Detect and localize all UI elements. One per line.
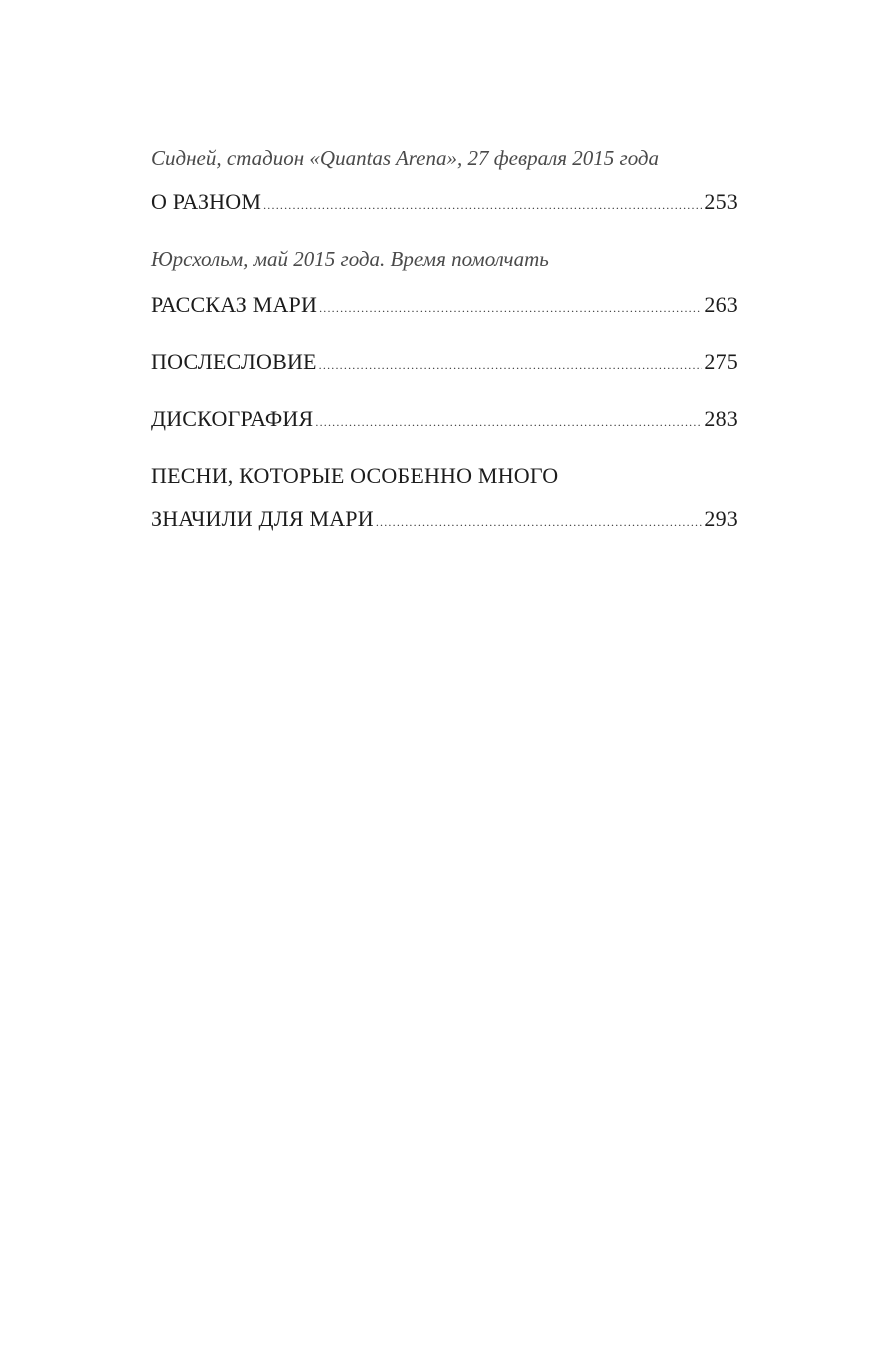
toc-entry-page: 283 bbox=[704, 406, 738, 431]
toc-entry-title-line1[interactable]: ПЕСНИ, КОТОРЫЕ ОСОБЕННО МНОГО bbox=[151, 463, 559, 488]
toc-entry[interactable] bbox=[151, 347, 738, 380]
dot-leader bbox=[315, 407, 702, 437]
toc-entry-title: РАССКАЗ МАРИ bbox=[151, 292, 318, 317]
toc-entry-title-line2: ЗНАЧИЛИ ДЛЯ МАРИ bbox=[151, 506, 374, 531]
dot-leader bbox=[376, 507, 703, 537]
toc-entry[interactable] bbox=[151, 504, 738, 537]
toc-entry[interactable] bbox=[151, 290, 738, 323]
toc-entry[interactable] bbox=[151, 404, 738, 437]
dot-leader bbox=[319, 293, 702, 323]
toc-entry[interactable] bbox=[151, 187, 738, 220]
toc-entry-page: 275 bbox=[704, 349, 738, 374]
dot-leader bbox=[263, 190, 702, 220]
section-subtitle: Юрсхольм, май 2015 года. Время помолчать bbox=[151, 247, 549, 271]
dot-leader bbox=[319, 350, 703, 380]
section-subtitle: Сидней, стадион «Quantas Arena», 27 февраля 2015 года bbox=[151, 146, 660, 170]
toc-entry-title: О РАЗНОМ bbox=[151, 189, 262, 214]
toc-entry-page: 293 bbox=[704, 506, 738, 531]
toc-entry-title: ДИСКОГРАФИЯ bbox=[151, 406, 314, 431]
toc-entry-page: 253 bbox=[704, 189, 738, 214]
table-of-contents bbox=[151, 140, 738, 537]
toc-entry-title: ПОСЛЕСЛОВИЕ bbox=[151, 349, 317, 374]
toc-entry-page: 263 bbox=[704, 292, 738, 317]
